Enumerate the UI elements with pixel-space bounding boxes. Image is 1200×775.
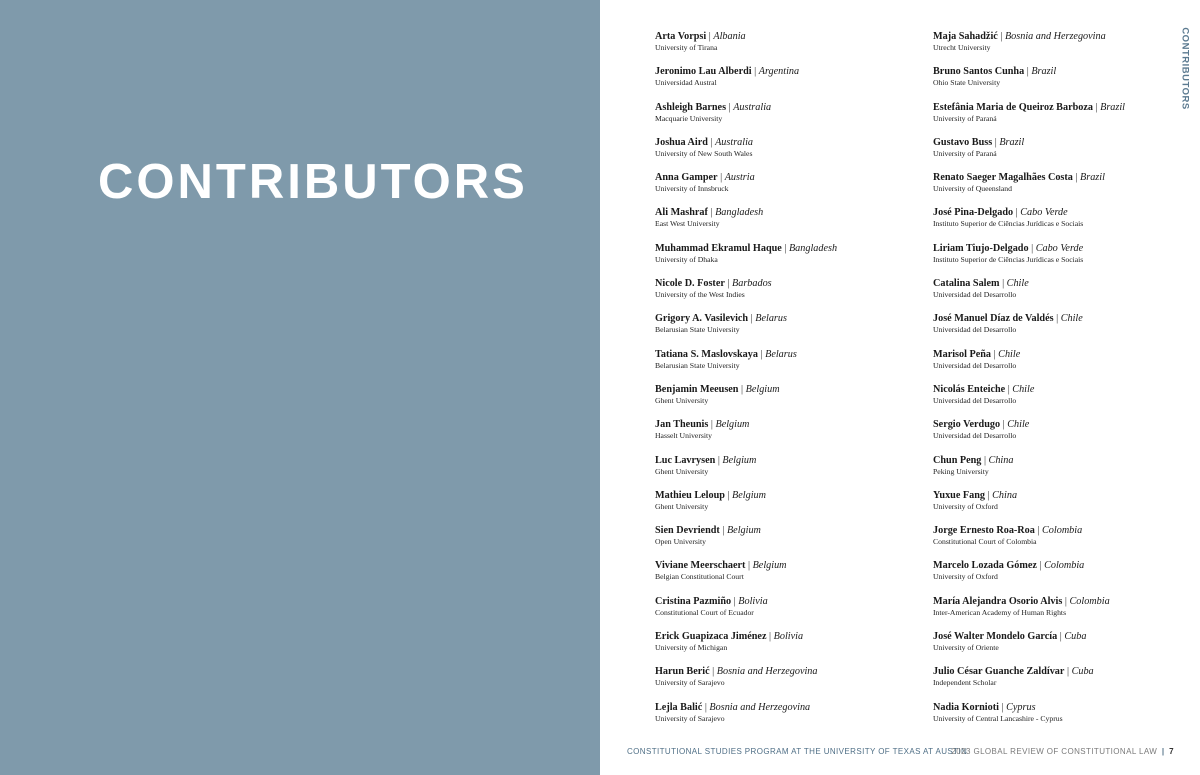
- contributor-heading: [933, 595, 1183, 608]
- contributor-name: Renato Saeger Magalhães Costa: [933, 172, 1073, 184]
- contributor-country: Chile: [1006, 278, 1029, 290]
- contributor-affiliation: University of Innsbruck: [655, 184, 729, 194]
- contributor-country: Belarus: [755, 313, 787, 325]
- contributor-entry: [933, 348, 1183, 383]
- contributor-name: Harun Berić: [655, 666, 710, 678]
- contributor-affiliation: Universidad del Desarrollo: [933, 290, 1017, 300]
- contributor-country: Cabo Verde: [1035, 242, 1084, 254]
- contributor-affiliation: Ohio State University: [933, 78, 1001, 88]
- contributor-name: Tatiana S. Maslovskaya: [655, 348, 758, 360]
- contributor-name: Luc Lavrysen: [655, 454, 716, 466]
- contributor-country: Brazil: [999, 136, 1025, 148]
- contributor-affiliation: Belgian Constitutional Court: [655, 572, 744, 582]
- contributor-country: Brazil: [1100, 101, 1126, 113]
- contributor-name: Jeronimo Lau Alberdi: [655, 66, 752, 78]
- contributor-name: Yuxue Fang: [933, 489, 985, 501]
- name-country-separator: |: [731, 595, 739, 607]
- contributor-affiliation: University of Oxford: [933, 501, 998, 511]
- contributor-affiliation: University of Sarajevo: [655, 678, 725, 688]
- name-country-separator: |: [707, 136, 716, 148]
- contributors-page: [600, 0, 1200, 775]
- name-country-separator: |: [707, 207, 716, 219]
- contributor-name: Marisol Peña: [933, 348, 992, 360]
- contributor-entry: [933, 595, 1183, 630]
- contributor-name: José Manuel Díaz de Valdés: [933, 313, 1054, 325]
- contributor-affiliation: University of Paraná: [933, 148, 997, 158]
- contributor-country: Bangladesh: [715, 207, 764, 219]
- name-country-separator: |: [738, 383, 746, 395]
- contributor-entry: [655, 136, 925, 171]
- name-country-separator: |: [1053, 313, 1061, 325]
- contributor-heading: [933, 559, 1183, 572]
- contributor-entry: [655, 418, 925, 453]
- contributor-name: Arta Vorpsi: [655, 31, 707, 42]
- name-country-separator: |: [706, 31, 714, 42]
- contributor-entry: [655, 277, 925, 312]
- contributor-heading: [933, 206, 1183, 219]
- contributor-name: Estefânia Maria de Queiroz Barboza: [933, 101, 1093, 113]
- contributor-country: Chile: [1060, 313, 1083, 325]
- contributor-affiliation: Belarusian State University: [655, 325, 740, 335]
- contributor-heading: [933, 277, 1183, 290]
- name-country-separator: |: [724, 489, 733, 501]
- name-country-separator: |: [1092, 101, 1101, 113]
- name-country-separator: |: [1034, 525, 1042, 537]
- contributor-affiliation: University of the West Indies: [655, 290, 745, 300]
- contributor-country: Brazil: [1080, 172, 1105, 184]
- contributor-name: Lejla Balić: [655, 701, 703, 713]
- contributor-affiliation: Ghent University: [655, 466, 709, 476]
- name-country-separator: |: [719, 525, 727, 537]
- contributor-country: Australia: [733, 101, 772, 113]
- contributor-country: Bosnia and Herzegovina: [716, 666, 818, 678]
- contributor-country: Albania: [713, 31, 746, 42]
- contributor-name: Sien Devriendt: [655, 525, 720, 537]
- contributor-affiliation: University of Central Lancashire - Cyprus: [933, 713, 1063, 723]
- name-country-separator: |: [751, 66, 759, 78]
- contributor-name: Joshua Aird: [655, 136, 708, 148]
- contributor-heading: [655, 277, 925, 290]
- contributor-affiliation: University of New South Wales: [655, 148, 753, 158]
- contributor-country: Chile: [998, 348, 1021, 360]
- contributor-entry: [933, 101, 1183, 136]
- contributor-affiliation: University of Michigan: [655, 643, 728, 653]
- contributor-heading: [655, 630, 925, 643]
- contributor-entry: [933, 630, 1183, 665]
- contributor-heading: [655, 171, 925, 184]
- name-country-separator: |: [717, 172, 725, 184]
- contributor-affiliation: Hasselt University: [655, 431, 713, 441]
- contributor-entry: [933, 65, 1183, 100]
- contributor-affiliation: Universidad del Desarrollo: [933, 325, 1017, 335]
- contributor-country: Belgium: [732, 489, 766, 501]
- contributor-country: Cabo Verde: [1020, 207, 1068, 219]
- contributor-country: Colombia: [1042, 525, 1083, 537]
- contributor-country: Belarus: [765, 348, 797, 360]
- contributor-affiliation: University of Dhaka: [655, 254, 718, 264]
- contributor-heading: [933, 30, 1183, 43]
- contributor-heading: [655, 524, 925, 537]
- contributor-heading: [655, 348, 925, 361]
- contributor-affiliation: Ghent University: [655, 395, 709, 405]
- contributor-affiliation: University of Sarajevo: [655, 713, 725, 723]
- name-country-separator: |: [991, 348, 999, 360]
- name-country-separator: |: [715, 454, 723, 466]
- contributor-name: Erick Guapizaca Jiménez: [655, 631, 767, 643]
- contributor-name: Anna Gamper: [655, 172, 718, 184]
- contributor-name: Ali Mashraf: [655, 207, 708, 219]
- contributor-heading: [655, 701, 925, 714]
- contributor-affiliation: University of Tirana: [655, 43, 718, 52]
- contributor-country: Bangladesh: [788, 242, 838, 254]
- contributor-name: Jorge Ernesto Roa-Roa: [933, 525, 1035, 537]
- page-number: 7: [1169, 747, 1174, 756]
- contributor-heading: [933, 65, 1183, 78]
- contributor-heading: [655, 312, 925, 325]
- contributor-heading: [655, 136, 925, 149]
- name-country-separator: |: [981, 454, 989, 466]
- name-country-separator: |: [992, 136, 1000, 148]
- contributor-name: Maja Sahadžić: [933, 31, 998, 42]
- name-country-separator: |: [748, 313, 756, 325]
- contributor-country: Colombia: [1044, 560, 1085, 572]
- contributor-heading: [933, 701, 1183, 714]
- name-country-separator: |: [724, 278, 733, 290]
- contributor-heading: [655, 206, 925, 219]
- contributor-affiliation: Instituto Superior de Ciências Jurídicas e Sociais: [933, 219, 1084, 229]
- contributor-entry: [933, 524, 1183, 559]
- contributor-country: Belgium: [715, 419, 750, 431]
- contributor-heading: [655, 489, 925, 502]
- contributor-name: Bruno Santos Cunha: [933, 66, 1025, 78]
- contributor-heading: [655, 454, 925, 467]
- contributor-name: Nicolás Enteiche: [933, 383, 1006, 395]
- contributor-name: Marcelo Lozada Gómez: [933, 560, 1037, 572]
- name-country-separator: |: [1057, 631, 1065, 643]
- contributor-entry: [655, 559, 925, 594]
- contributor-heading: [933, 630, 1183, 643]
- name-country-separator: |: [985, 489, 993, 501]
- contributor-name: Liriam Tiujo-Delgado: [933, 242, 1029, 254]
- contributor-entry: [655, 454, 925, 489]
- contributor-name: Nadia Kornioti: [933, 701, 999, 713]
- contributor-heading: [933, 383, 1183, 396]
- contributor-country: Brazil: [1031, 66, 1057, 78]
- contributor-name: María Alejandra Osorio Alvis: [933, 595, 1063, 607]
- section-title: CONTRIBUTORS: [98, 155, 528, 209]
- contributor-heading: [933, 171, 1183, 184]
- name-country-separator: |: [781, 242, 789, 254]
- contributor-affiliation: Macquarie University: [655, 113, 723, 123]
- contributor-country: Chile: [1007, 419, 1030, 431]
- contributor-entry: [655, 206, 925, 241]
- name-country-separator: |: [1013, 207, 1021, 219]
- contributor-entry: [655, 595, 925, 630]
- contributor-country: China: [992, 489, 1018, 501]
- contributor-entry: [933, 418, 1183, 453]
- contributor-country: Bolivia: [738, 595, 768, 607]
- contributor-affiliation: Instituto Superior de Ciências Jurídicas e Sociais: [933, 254, 1084, 264]
- contributor-country: Australia: [715, 136, 754, 148]
- contributors-column-left: [655, 30, 925, 736]
- contributor-affiliation: University of Oxford: [933, 572, 998, 582]
- contributor-country: Chile: [1012, 383, 1035, 395]
- running-section-label: [1178, 28, 1192, 108]
- contributor-heading: [933, 136, 1183, 149]
- contributor-affiliation: Constitutional Court of Colombia: [933, 537, 1037, 547]
- footer-publication-title: 2023 GLOBAL REVIEW OF CONSTITUTIONAL LAW: [951, 747, 1158, 756]
- name-country-separator: |: [702, 701, 710, 713]
- contributor-country: Belgium: [745, 383, 780, 395]
- contributor-country: Cyprus: [1006, 701, 1036, 713]
- contributor-entry: [933, 30, 1183, 65]
- contributor-entry: [933, 454, 1183, 489]
- contributor-country: Bolivia: [773, 631, 804, 643]
- contributor-country: Belgium: [722, 454, 757, 466]
- contributor-affiliation: Universidad del Desarrollo: [933, 360, 1017, 370]
- contributor-heading: [933, 524, 1183, 537]
- contributor-entry: [655, 65, 925, 100]
- contributor-affiliation: Open University: [655, 537, 707, 547]
- contributor-entry: [655, 30, 925, 65]
- contributors-column-right: [933, 30, 1183, 736]
- name-country-separator: |: [1072, 172, 1081, 184]
- name-country-separator: |: [708, 419, 716, 431]
- contributor-affiliation: Peking University: [933, 466, 989, 476]
- contributor-name: José Walter Mondelo García: [933, 631, 1058, 643]
- contributor-name: Ashleigh Barnes: [655, 101, 727, 113]
- contributor-name: Gustavo Buss: [933, 136, 993, 148]
- contributor-country: Bosnia and Herzegovina: [1004, 31, 1106, 42]
- contributor-name: Sergio Verdugo: [933, 419, 1001, 431]
- contributor-country: Barbados: [732, 278, 772, 290]
- contributor-name: Grigory A. Vasilevich: [655, 313, 749, 325]
- contributor-heading: [655, 595, 925, 608]
- contributor-country: Colombia: [1069, 595, 1110, 607]
- contributor-heading: [933, 348, 1183, 361]
- contributor-entry: [933, 559, 1183, 594]
- contributor-country: Bosnia and Herzegovina: [709, 701, 811, 713]
- contributor-affiliation: Belarusian State University: [655, 360, 740, 370]
- contributor-name: Julio César Guanche Zaldívar: [933, 666, 1065, 678]
- contributor-country: Austria: [724, 172, 755, 184]
- contributor-entry: [933, 383, 1183, 418]
- contributor-affiliation: Universidad del Desarrollo: [933, 431, 1017, 441]
- contributor-heading: [933, 418, 1183, 431]
- name-country-separator: |: [709, 666, 717, 678]
- contributor-affiliation: Inter-American Academy of Human Rights: [933, 607, 1067, 617]
- contributor-name: Cristina Pazmiño: [655, 595, 732, 607]
- contributor-entry: [655, 665, 925, 700]
- contributor-country: Argentina: [758, 66, 800, 78]
- contributor-affiliation: East West University: [655, 219, 720, 229]
- name-country-separator: |: [997, 31, 1005, 42]
- contributor-heading: [655, 418, 925, 431]
- contributor-affiliation: Universidad Austral: [655, 78, 717, 88]
- contributor-affiliation: Ghent University: [655, 501, 709, 511]
- name-country-separator: |: [1000, 419, 1008, 431]
- name-country-separator: |: [726, 101, 734, 113]
- contributor-entry: [655, 524, 925, 559]
- contributor-entry: [655, 101, 925, 136]
- contributor-heading: [655, 65, 925, 78]
- contributor-heading: [933, 101, 1183, 114]
- contributor-entry: [655, 701, 925, 736]
- name-country-separator: |: [1028, 242, 1036, 254]
- contributor-name: Chun Peng: [933, 454, 982, 466]
- contributor-entry: [933, 136, 1183, 171]
- contributor-entry: [933, 701, 1183, 736]
- name-country-separator: |: [1062, 595, 1070, 607]
- name-country-separator: |: [998, 701, 1007, 713]
- contributor-name: Mathieu Leloup: [655, 489, 725, 501]
- contributor-name: Nicole D. Foster: [655, 278, 725, 290]
- contributor-heading: [933, 312, 1183, 325]
- name-country-separator: |: [757, 348, 766, 360]
- footer-separator: |: [1161, 747, 1165, 756]
- contributor-entry: [655, 383, 925, 418]
- contributor-heading: [655, 101, 925, 114]
- contributor-heading: [655, 665, 925, 678]
- contributor-name: Benjamin Meeusen: [655, 383, 739, 395]
- contributor-heading: [933, 454, 1183, 467]
- contributor-affiliation: Universidad del Desarrollo: [933, 395, 1017, 405]
- contributor-heading: [933, 489, 1183, 502]
- contributor-entry: [655, 348, 925, 383]
- contributor-heading: [933, 242, 1183, 255]
- contributor-heading: [655, 559, 925, 572]
- contributor-country: Cuba: [1071, 666, 1094, 678]
- name-country-separator: |: [766, 631, 774, 643]
- name-country-separator: |: [1024, 66, 1032, 78]
- contributor-entry: [933, 489, 1183, 524]
- name-country-separator: |: [999, 278, 1007, 290]
- contributor-affiliation: University of Paraná: [933, 113, 997, 123]
- contributor-country: Cuba: [1064, 631, 1087, 643]
- name-country-separator: |: [745, 560, 753, 572]
- contributor-heading: [655, 30, 925, 43]
- contributor-entry: [933, 665, 1183, 700]
- footer-publication: [951, 747, 1174, 756]
- side-label-text: CONTRIBUTORS: [1179, 26, 1191, 110]
- contributor-name: José Pina-Delgado: [933, 207, 1014, 219]
- contributor-entry: [933, 206, 1183, 241]
- contributor-name: Muhammad Ekramul Haque: [655, 242, 782, 254]
- contributor-entry: [933, 277, 1183, 312]
- contributor-entry: [933, 171, 1183, 206]
- contributor-name: Viviane Meerschaert: [655, 560, 746, 572]
- name-country-separator: |: [1005, 383, 1013, 395]
- contributor-entry: [655, 242, 925, 277]
- contributor-country: Belgium: [752, 560, 787, 572]
- contributor-affiliation: University of Queensland: [933, 184, 1012, 194]
- footer-program: CONSTITUTIONAL STUDIES PROGRAM AT THE UNIVERSITY OF TEXAS AT AUSTIN: [627, 747, 968, 756]
- contributor-entry: [933, 312, 1183, 347]
- contributor-entry: [655, 312, 925, 347]
- contributor-heading: [933, 665, 1183, 678]
- contributor-entry: [655, 171, 925, 206]
- contributor-affiliation: Independent Scholar: [933, 678, 997, 688]
- contributor-affiliation: University of Oriente: [933, 643, 999, 653]
- name-country-separator: |: [1064, 666, 1072, 678]
- contributor-affiliation: Utrecht University: [933, 43, 991, 52]
- contributor-name: Jan Theunis: [655, 419, 709, 431]
- contributor-heading: [655, 242, 925, 255]
- contributor-entry: [933, 242, 1183, 277]
- contributor-entry: [655, 489, 925, 524]
- name-country-separator: |: [1036, 560, 1045, 572]
- contributor-affiliation: Constitutional Court of Ecuador: [655, 607, 754, 617]
- contributor-country: Belgium: [726, 525, 761, 537]
- contributor-heading: [655, 383, 925, 396]
- contributor-entry: [655, 630, 925, 665]
- contributor-country: China: [988, 454, 1014, 466]
- contributor-name: Catalina Salem: [933, 278, 1000, 290]
